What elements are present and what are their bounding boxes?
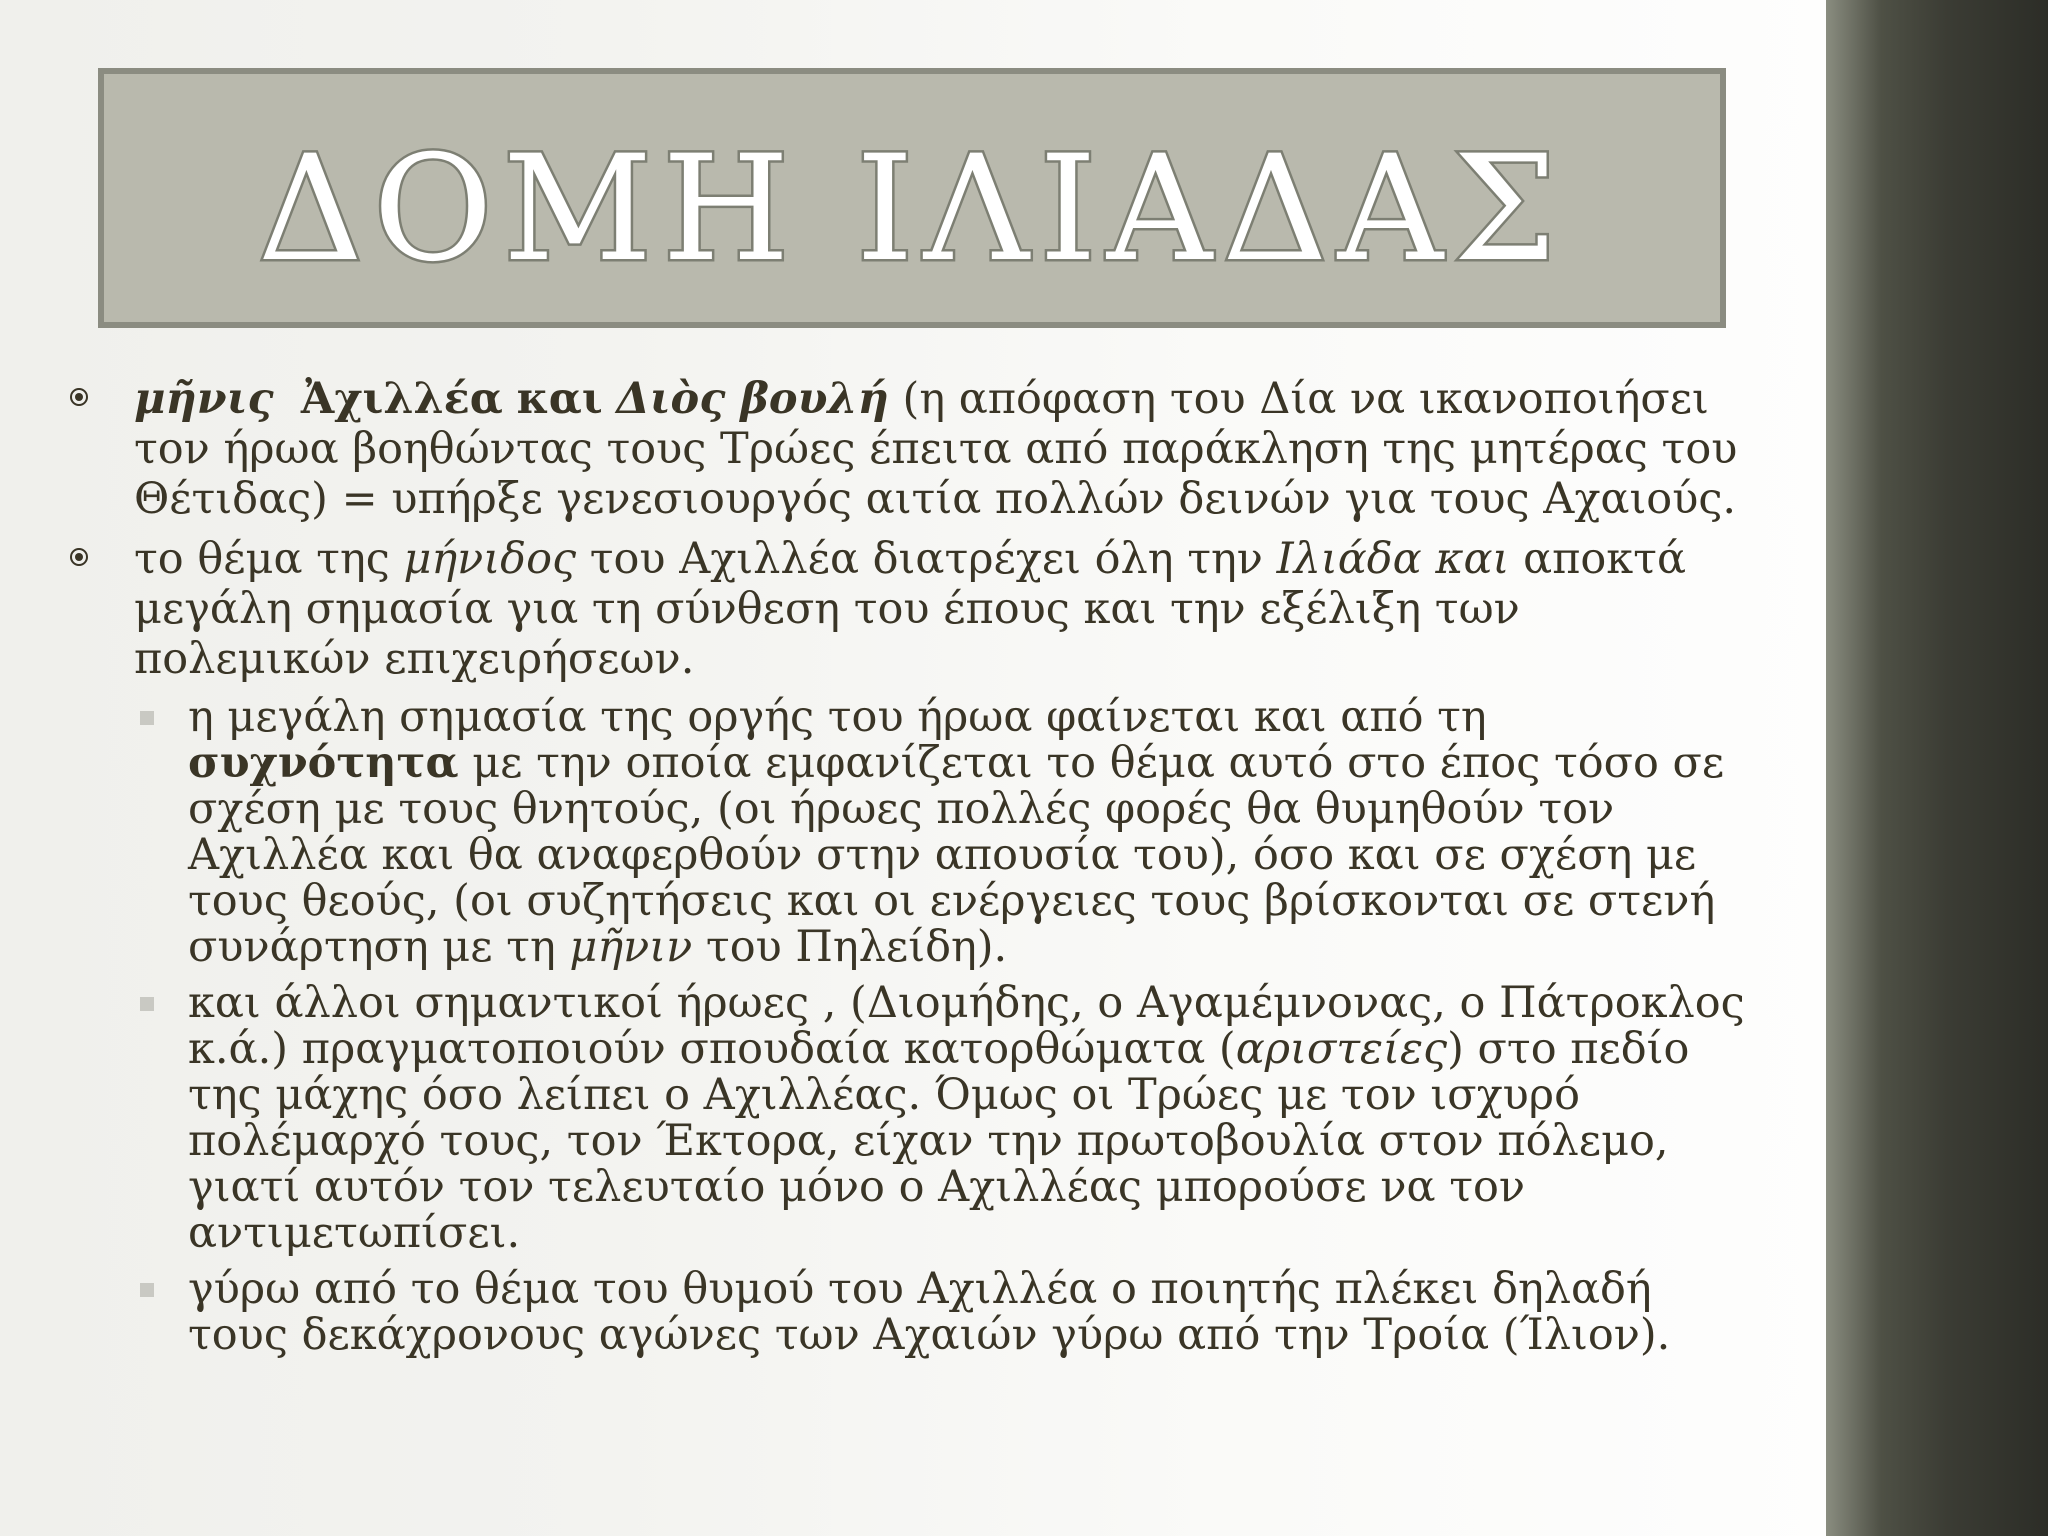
bullet-item: [64, 534, 1764, 684]
sub-bullet-text: με την οποία εμφανίζεται το θέμα αυτό στο έπος τόσο σε σχέση με τους θνητούς, (οι ήρωες πολλές φορές θα θυμηθούν τον Αχιλλέα και θα αναφερθούν στην απουσία του), όσο και σε σχέση με τους θεούς, (οι συζητήσεις και οι ενέργειες τους βρίσκονται σε στενή συνάρτηση με τη: [188, 738, 1725, 972]
bullet-text: (η απόφαση του Δία να ικανοποιήσει τον ήρωα βοηθώντας τους Τρώες έπειτα από παράκληση της μητέρας του Θέτιδας) = υπήρξε γενεσιουργός αιτία πολλών δεινών για τους Αχαιούς.: [134, 374, 1738, 524]
sub-bullet-item: [64, 1266, 1764, 1358]
square-bullet-icon: [140, 1283, 154, 1297]
square-bullet-icon: [140, 711, 154, 725]
emphasis-text: αριστείες: [1235, 1024, 1448, 1074]
bullet-item: [64, 374, 1764, 524]
bullet-text: του Αχιλλέα διατρέχει όλη την: [576, 534, 1277, 584]
emphasis-text: μήνιδος: [403, 534, 577, 584]
emphasis-text: Διὸς βουλή: [616, 374, 889, 424]
slide-content: [64, 374, 1764, 1368]
title-banner: [98, 68, 1726, 328]
sub-bullet-item: [64, 694, 1764, 970]
sub-bullet-text: ) στο πεδίο της μάχης όσο λείπει ο Αχιλλέας. Όμως οι Τρώες με τον ισχυρό πολέμαρχό τους, τον Έκτορα, είχαν την πρωτοβουλία στον πόλεμο, γιατί αυτόν τον τελευταίο μόνο ο Αχιλλέας μπορούσε να τον αντιμετωπίσει.: [188, 1024, 1690, 1258]
emphasis-text: μῆνιν: [569, 922, 693, 972]
sub-bullet-text: γύρω από το θέμα του θυμού του Αχιλλέα ο ποιητής πλέκει δηλαδή τους δεκάχρονους αγώνες των Αχαιών γύρω από την Τροία (Ίλιον).: [188, 1264, 1671, 1360]
decorative-side-band: [1826, 0, 2048, 1536]
bullet-text: αποκτά μεγάλη σημασία για τη σύνθεση του έπους και την εξέλιξη των πολεμικών επιχειρήσεων.: [134, 534, 1686, 684]
bullet-text: το θέμα της: [134, 534, 404, 584]
sub-bullet-text: του Πηλείδη).: [692, 922, 1008, 972]
emphasis-text: και: [516, 374, 603, 424]
circle-bullet-icon: [70, 388, 88, 406]
circle-bullet-icon: [70, 548, 88, 566]
emphasis-text: Ιλιάδα και: [1276, 534, 1510, 584]
sub-bullet-text: και άλλοι σημαντικοί ήρωες , (Διομήδης, ο Αγαμέμνονας, ο Πάτροκλος κ.ά.) πραγματοποιούν σπουδαία κατορθώματα (: [188, 978, 1745, 1074]
sub-bullet-text: η μεγάλη σημασία της οργής του ήρωα φαίνεται και από τη: [188, 692, 1487, 742]
emphasis-text: μῆνις: [134, 374, 274, 424]
square-bullet-icon: [140, 997, 154, 1011]
emphasis-text: Ἀχιλλέα: [300, 374, 503, 424]
sub-bullet-item: [64, 980, 1764, 1256]
slide-title: ΔΟΜΗ ΙΛΙΑΔΑΣ: [257, 124, 1567, 294]
emphasis-text: συχνότητα: [188, 738, 459, 788]
